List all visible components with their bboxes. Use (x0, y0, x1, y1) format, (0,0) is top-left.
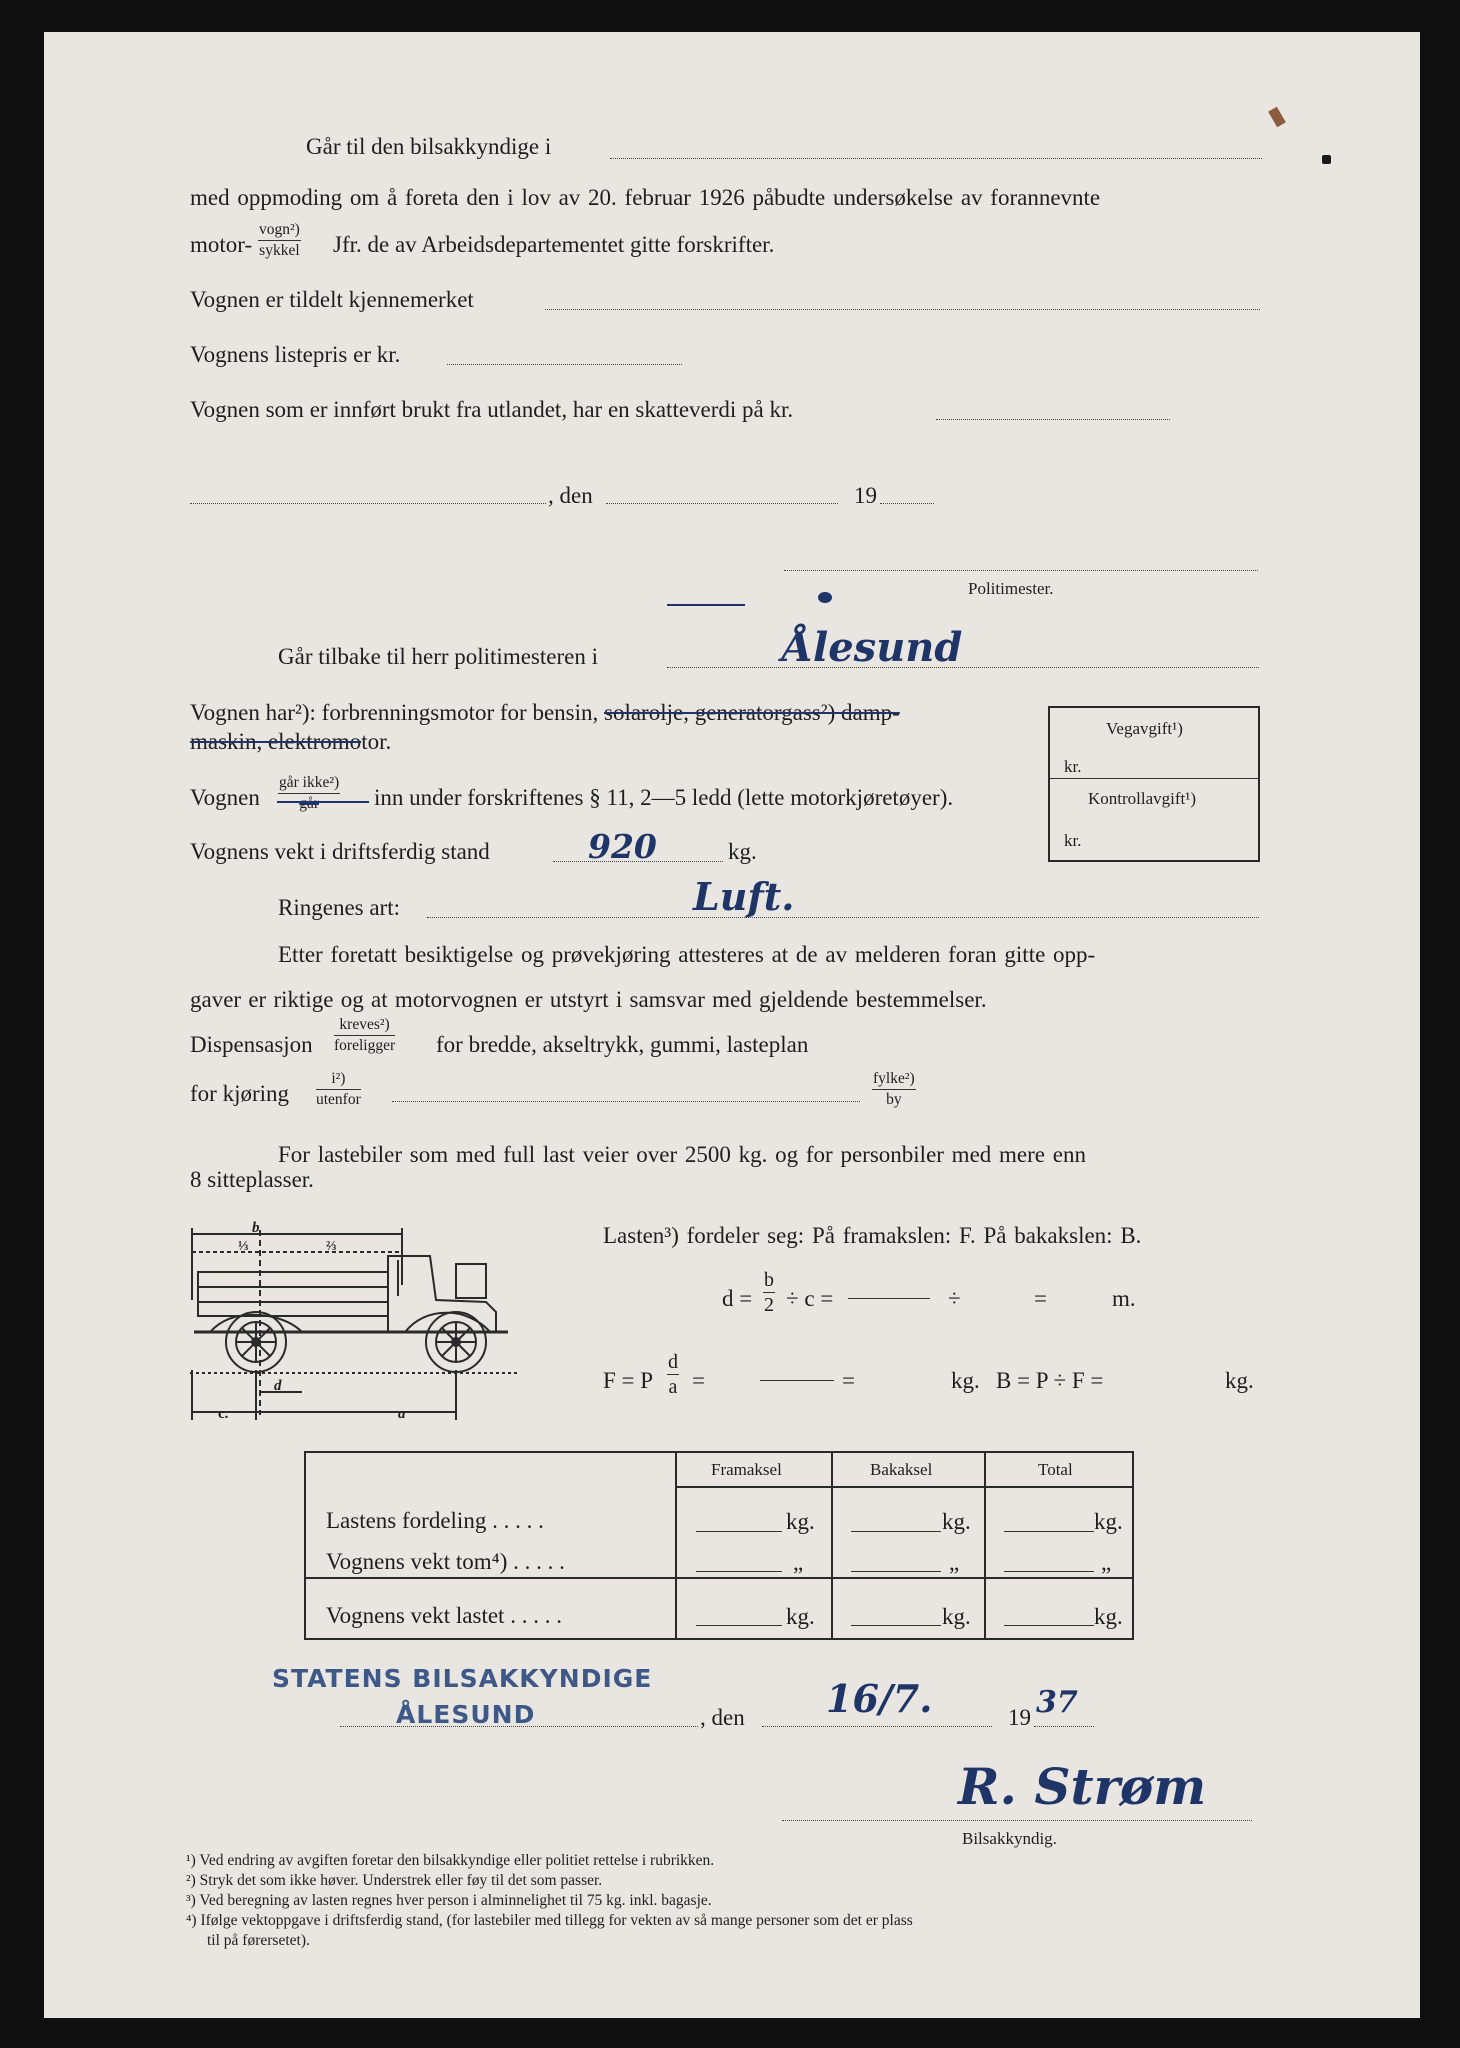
handwritten-tyres: Luft. (693, 874, 795, 919)
i-utenfor-fraction (316, 1071, 361, 1107)
gar-fraction (278, 775, 340, 811)
lorry-intro-line2: 8 sitteplasser. (190, 1167, 314, 1192)
footnote-2: ²) Stryk det som ikke høver. Understrek eller føy til det som passer. (186, 1872, 603, 1889)
formula2-eq1: = (692, 1368, 705, 1393)
tyres-label: Ringenes art: (278, 895, 400, 920)
table-unit: kg. (942, 1604, 971, 1629)
return-label: Går tilbake til herr politimesteren i (278, 644, 598, 669)
formula2-lhs: F = P (603, 1368, 654, 1393)
table-header-total: Total (1038, 1460, 1073, 1479)
frac-top: d (668, 1351, 678, 1373)
weight-label: Vognens vekt i driftsferdig stand (190, 839, 490, 864)
table-header-bakaksel: Bakaksel (870, 1460, 933, 1479)
fill-line-year (880, 503, 934, 504)
table-section-rule (306, 1577, 1132, 1579)
table-blank (696, 1571, 782, 1572)
table-unit: kg. (786, 1604, 815, 1629)
frac-bottom: sykkel (259, 241, 300, 259)
lorry-diagram (190, 1220, 550, 1435)
table-row-label: Lastens fordeling . . . . . (326, 1508, 544, 1533)
registration-label: Vognen er tildelt kjennemerket (190, 287, 474, 312)
frac-top: b (764, 1269, 774, 1291)
fill-line-bilsakkyndige (610, 158, 1262, 159)
table-blank (1004, 1571, 1094, 1572)
frac-top: går ikke²) (278, 775, 340, 794)
frac-top: fylke²) (872, 1071, 916, 1090)
table-unit: „ (793, 1550, 804, 1575)
diagram-label-b-two-thirds: ⅔ (326, 1239, 337, 1254)
signoff-den: , den (700, 1705, 745, 1730)
kreves-fraction (334, 1017, 395, 1053)
table-blank (851, 1531, 941, 1532)
table-unit: kg. (1094, 1604, 1123, 1629)
engine-line2-struck: maskin, elektromo (190, 729, 362, 754)
falls-suffix: inn under forskriftenes § 11, 2—5 ledd (lette motorkjøretøyer). (374, 785, 954, 810)
list-price-label: Vognens listepris er kr. (190, 342, 401, 367)
engine-line2 (190, 730, 391, 753)
fill-line-place-2 (340, 1726, 698, 1727)
fill-line-date-2 (762, 1726, 992, 1727)
date-den: , den (548, 483, 593, 508)
formula3-unit: kg. (1225, 1368, 1254, 1393)
fill-line-list-price (447, 364, 682, 365)
formula2-fraction (667, 1352, 679, 1397)
attest-line1: Etter foretatt besiktigelse og prøvekjøring attesteres at de av melderen foran gitte opp- (278, 942, 1096, 967)
fill-line-tyres (427, 917, 1259, 918)
frac-top: vogn²) (258, 222, 301, 241)
year-prefix: 19 (1008, 1705, 1031, 1730)
table-col-divider (984, 1453, 986, 1638)
formula1-rest: ÷ c = (786, 1286, 834, 1311)
table-unit: kg. (786, 1509, 815, 1534)
table-unit: „ (949, 1550, 960, 1575)
table-blank (1004, 1531, 1094, 1532)
table-header-rule (675, 1486, 1132, 1488)
ink-dash (667, 604, 745, 606)
handwritten-city: Ålesund (782, 624, 963, 671)
frac-bottom: utenfor (316, 1090, 361, 1108)
diagram-label-a: a (398, 1406, 406, 1422)
kjoring-prefix: for kjøring (190, 1081, 290, 1106)
header-line3-suffix: Jfr. de av Arbeidsdepartementet gitte forskrifter. (333, 232, 775, 257)
diagram-label-b-third: ⅓ (238, 1239, 249, 1254)
header-line3-prefix: motor- (190, 232, 253, 257)
date-year-prefix: 19 (854, 483, 877, 508)
bilsakkyndig-label: Bilsakkyndig. (962, 1829, 1057, 1848)
politimester-label: Politimester. (968, 579, 1054, 598)
fill-line-place (190, 503, 546, 504)
formula1-fraction (763, 1270, 775, 1315)
handwritten-date: 16/7. (826, 1676, 933, 1721)
table-blank (851, 1571, 941, 1572)
fill-line-year-2 (1034, 1726, 1094, 1727)
vegavgift-label: Vegavgift¹) (1106, 719, 1183, 738)
engine-line1-text: Vognen har²): forbrenningsmotor for bensin, (190, 700, 604, 725)
formula2-eq2: = (842, 1368, 855, 1393)
header-line2: med oppmoding om å foreta den i lov av 20. februar 1926 påbudte undersøkelse av forannevnte (190, 185, 1101, 210)
fill-line-city (667, 667, 1259, 668)
engine-line1 (190, 701, 900, 724)
frac-bottom: a (668, 1376, 678, 1398)
frac-bottom: går (299, 794, 319, 812)
formula2-blank (760, 1380, 834, 1381)
table-blank (696, 1531, 782, 1532)
table-unit: „ (1101, 1550, 1112, 1575)
footnote-3: ³) Ved beregning av lasten regnes hver person i alminnelighet til 75 kg. inkl. bagasje. (186, 1892, 712, 1909)
formula3: B = P ÷ F = (996, 1368, 1104, 1393)
frac-bottom: foreligger (334, 1036, 396, 1054)
header-line1: Går til den bilsakkyndige i (306, 134, 552, 159)
table-header-framaksel: Framaksel (711, 1460, 782, 1479)
ink-strike-fraction (277, 801, 369, 803)
disp-prefix: Dispensasjon (190, 1032, 313, 1057)
kr-label-2: kr. (1064, 831, 1082, 850)
fill-line-registration (545, 309, 1260, 310)
stamp-line2: ÅLESUND (396, 1700, 536, 1729)
diagram-label-b: b (252, 1220, 260, 1236)
kr-label-1: kr. (1064, 757, 1082, 776)
table-blank (851, 1625, 941, 1626)
falls-prefix: Vognen (190, 785, 260, 810)
engine-line1-struck: solarolje, generatorgass²) damp- (604, 700, 900, 725)
ink-blot (818, 592, 832, 603)
table-row-label: Vognens vekt lastet . . . . . (326, 1603, 562, 1628)
table-unit: kg. (942, 1509, 971, 1534)
footnote-4: ⁴) Ifølge vektoppgave i driftsferdig stand, (for lastebiler med tillegg for vekten av så mange personer som det er plass (186, 1912, 913, 1929)
attest-line2: gaver er riktige og at motorvognen er utstyrt i samsvar med gjeldende bestemmelser. (190, 987, 987, 1012)
formula1-blank-1 (848, 1298, 930, 1299)
table-col-divider (831, 1453, 833, 1638)
table-blank (696, 1625, 782, 1626)
frac-bottom: 2 (764, 1294, 774, 1316)
fee-box (1048, 706, 1260, 862)
signature: R. Strøm (958, 1757, 1207, 1816)
frac-top: kreves²) (334, 1017, 395, 1036)
fill-line-import-value (936, 419, 1170, 420)
load-distribution: Lasten³) fordeler seg: På framakslen: F. På bakakslen: B. (603, 1223, 1142, 1248)
table-row-label: Vognens vekt tom⁴) . . . . . (326, 1549, 565, 1574)
weight-unit: kg. (728, 839, 757, 864)
footnote-4-cont: til på førersetet). (207, 1932, 310, 1949)
paper-mark-2 (1322, 155, 1331, 164)
engine-line2-rest: tor. (361, 729, 392, 754)
table-blank (1004, 1625, 1094, 1626)
fill-line-date (606, 503, 838, 504)
vogn-sykkel-fraction (258, 222, 301, 258)
formula1-div: ÷ (948, 1286, 961, 1311)
formula2-unit: kg. (951, 1368, 980, 1393)
table-unit: kg. (1094, 1509, 1123, 1534)
formula1-unit: m. (1112, 1286, 1136, 1311)
lorry-intro-line1: For lastebiler som med full last veier over 2500 kg. og for personbiler med mere enn (278, 1142, 1086, 1167)
table-col-divider (675, 1453, 677, 1638)
import-value-label: Vognen som er innført brukt fra utlandet, har en skatteverdi på kr. (190, 397, 794, 422)
frac-bottom: by (886, 1090, 902, 1108)
footnote-1: ¹) Ved endring av avgiften foretar den bilsakkyndige eller politiet rettelse i rubrikken. (186, 1852, 715, 1869)
formula1-eq: = (1034, 1286, 1047, 1311)
diagram-label-c: c. (218, 1406, 229, 1422)
diagram-label-d: d (274, 1378, 282, 1394)
weight-table (304, 1451, 1134, 1640)
frac-top: i²) (316, 1071, 361, 1090)
disp-suffix: for bredde, akseltrykk, gummi, lasteplan (436, 1032, 809, 1057)
fee-box-divider (1050, 778, 1258, 779)
fylke-by-fraction (872, 1071, 916, 1107)
stamp-line1: STATENS BILSAKKYNDIGE (272, 1664, 653, 1693)
handwritten-year: 37 (1036, 1685, 1078, 1720)
signature-line-politimester (784, 570, 1258, 571)
formula1-lhs: d = (722, 1286, 753, 1311)
kontrollavgift-label: Kontrollavgift¹) (1088, 789, 1197, 808)
signature-line (782, 1820, 1252, 1821)
fill-line-kjoring (392, 1101, 860, 1102)
handwritten-weight: 920 (588, 827, 657, 866)
